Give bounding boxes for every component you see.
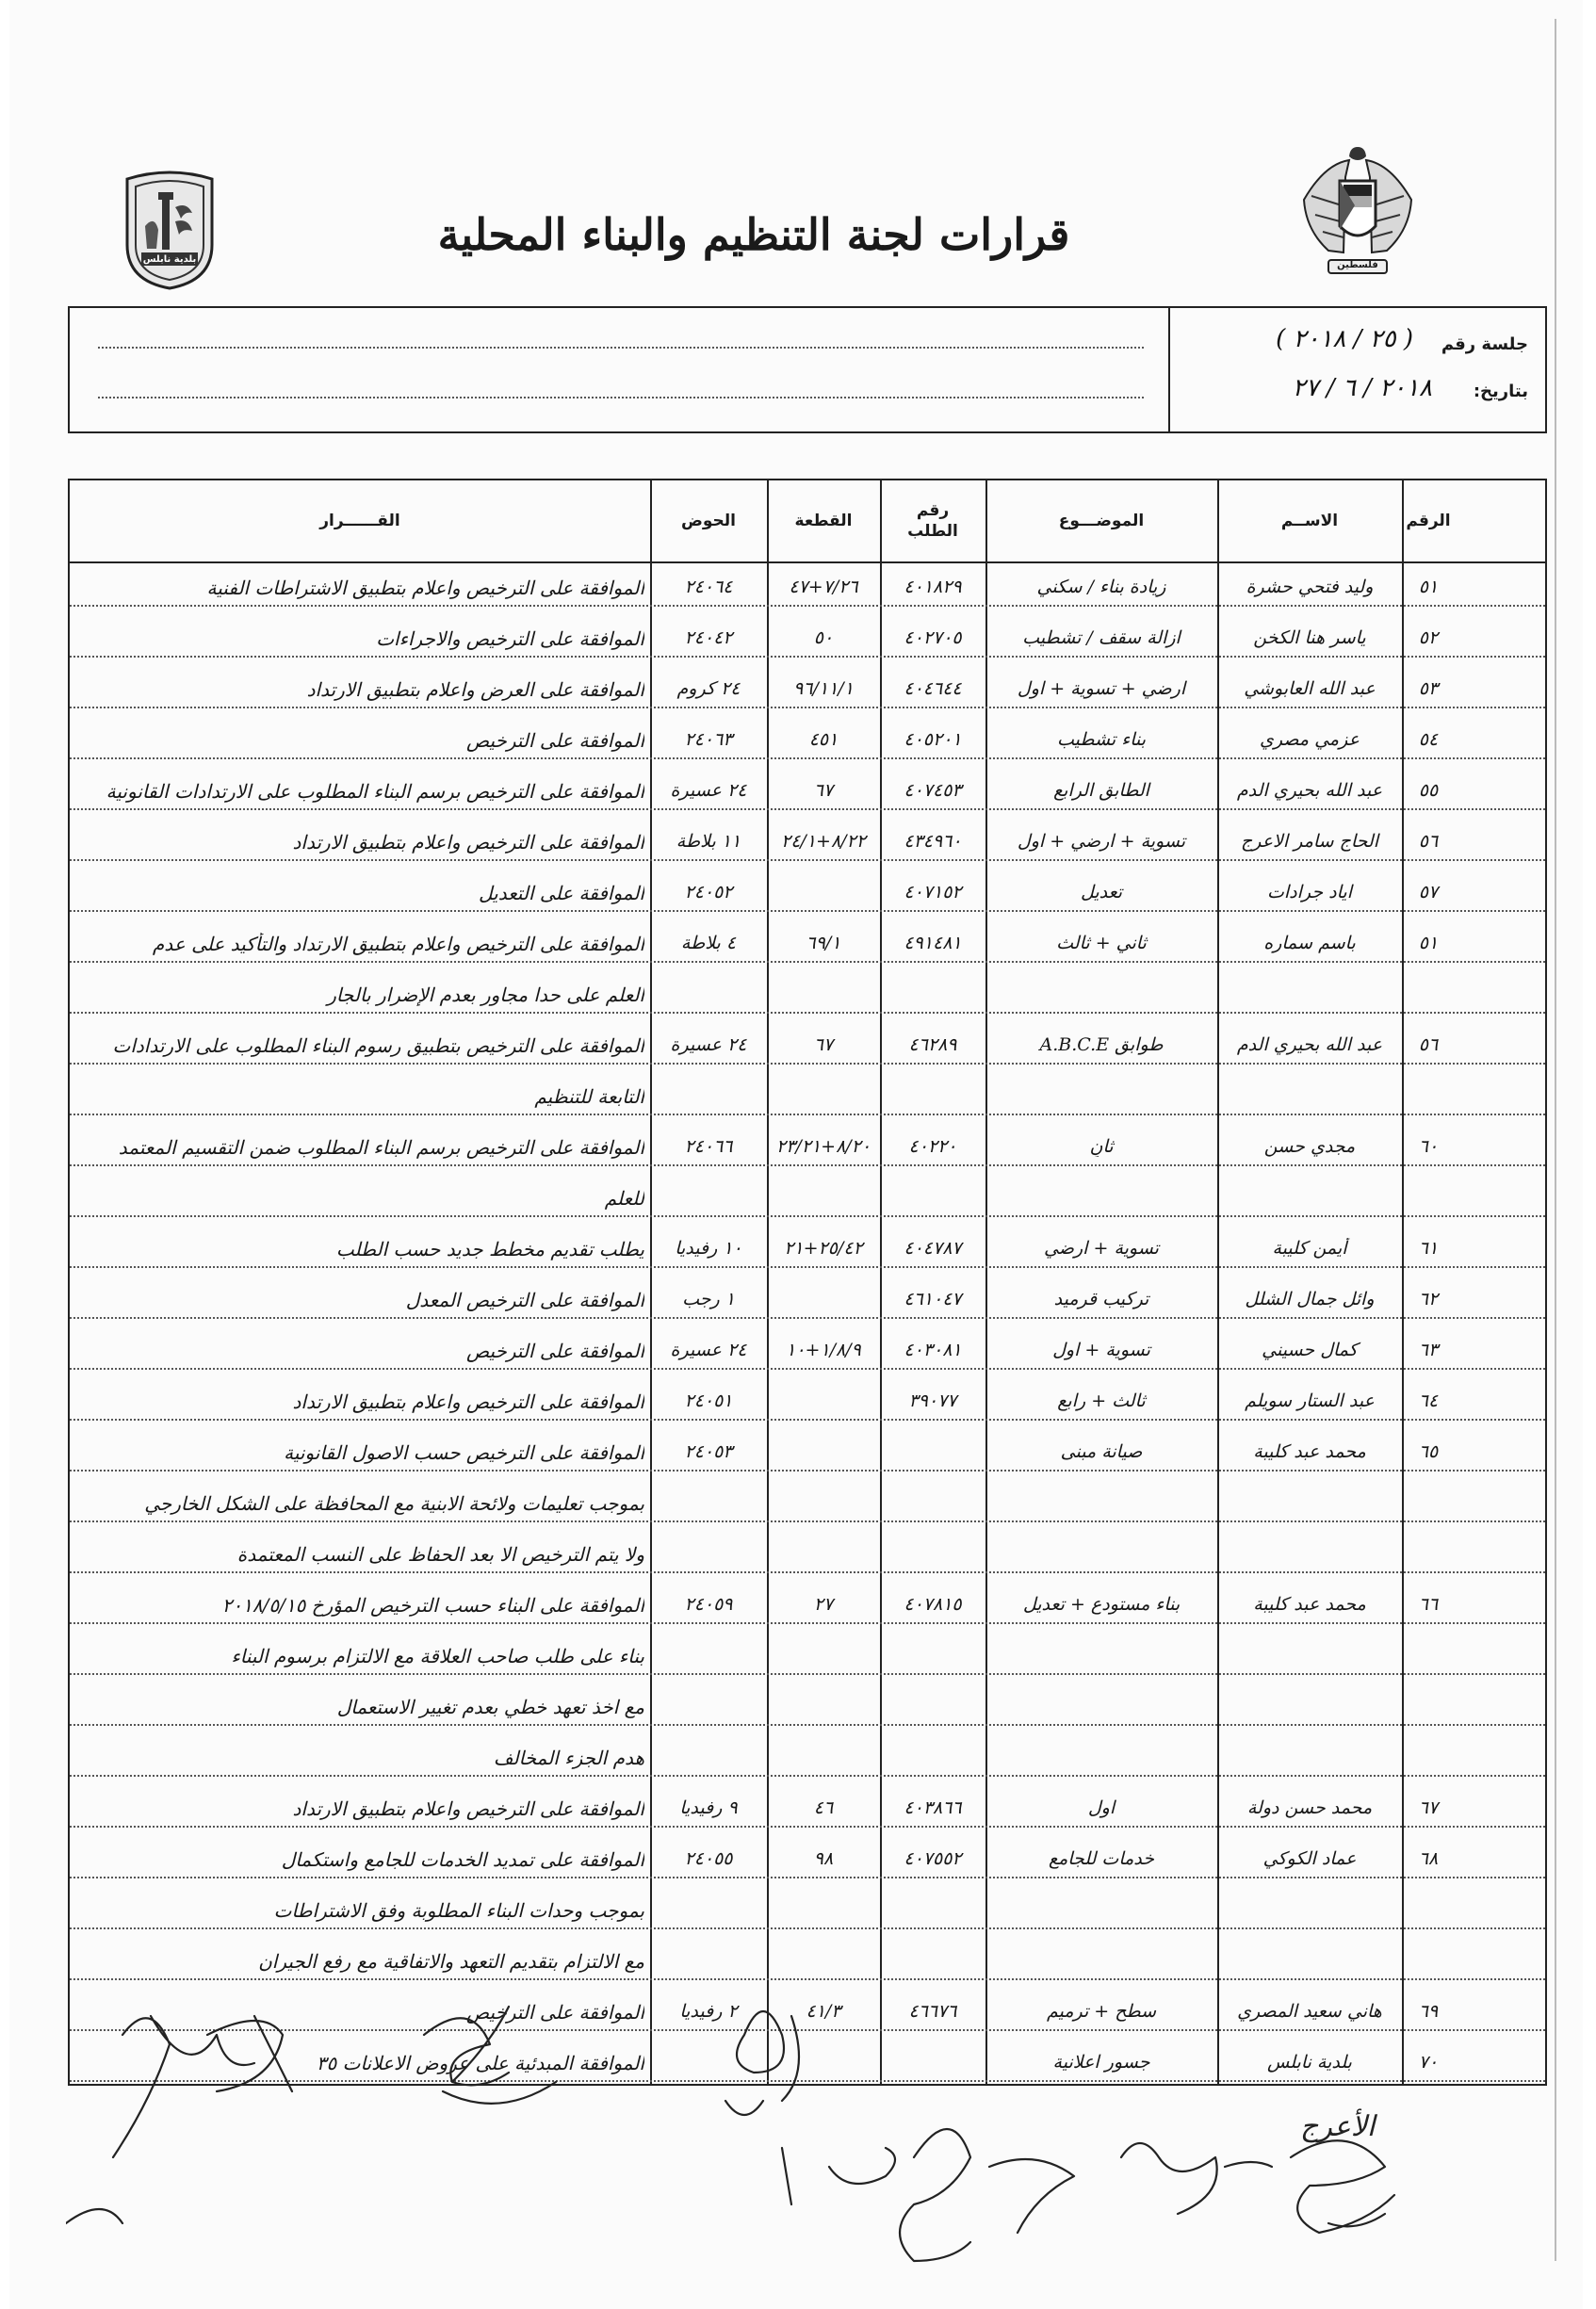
cell-decision: التابعة للتنظيم [534, 1085, 644, 1108]
cell-decision: بموجب تعليمات ولائحة الابنية مع المحافظة على الشكل الخارجي [144, 1492, 644, 1515]
cell-request-no: ٤٠٧٥٥٢ [904, 1848, 962, 1869]
cell-subject: تعديل [1080, 882, 1123, 902]
cell-decision: الموافقة على الترخيص [465, 1340, 644, 1362]
cell-request-no: ٤٠٥٢٠١ [904, 729, 962, 750]
cell-decision: العلم على حدا مجاور بعدم الإضرار بالجار [327, 984, 644, 1006]
cell-decision: الموافقة على الترخيص حسب الاصول القانونية [284, 1441, 644, 1464]
cell-decision: بناء على طلب صاحب العلاقة مع الالتزام برسوم البناء [231, 1645, 644, 1667]
cell-decision: بموجب وحدات البناء المطلوبة وفق الاشتراطات [273, 1899, 644, 1922]
cell-parcel: ٥٠ [813, 627, 834, 648]
cell-basin: ٢٤٠٥٥ [684, 1848, 733, 1869]
cell-basin: ٢٤٠٥٩ [684, 1594, 733, 1615]
cell-number: ٦٤ [1418, 1390, 1439, 1411]
signature-name-mark: الأعرج [1300, 2110, 1376, 2143]
page-edge-line [1555, 19, 1556, 2261]
cell-parcel: ٩٨ [813, 1848, 834, 1869]
table-column-divider [880, 480, 882, 2084]
header-basin: الحوض [681, 511, 736, 530]
header-request-no: رقم الطلب [907, 500, 958, 541]
cell-decision: الموافقة على الترخيص برسم البناء المطلوب على الارتدادات القانونية [106, 780, 644, 803]
row-dotted-line [70, 605, 1545, 607]
cell-decision: مع الالتزام بتقديم التعهد والاتفاقية مع رفع الجيران [258, 1950, 644, 1973]
cell-parcel: ٢٧ [813, 1594, 834, 1615]
signatures-area [66, 1978, 1479, 2299]
row-dotted-line [70, 1266, 1545, 1268]
cell-decision: الموافقة على العرض واعلام بتطبيق الارتداد [306, 678, 644, 701]
header-decision: القــــــرار [319, 511, 400, 530]
cell-request-no: ٤٩١٤٨١ [904, 933, 962, 953]
cell-name: هاني سعيد المصري [1237, 2001, 1382, 2022]
row-dotted-line [70, 808, 1545, 810]
cell-decision: الموافقة على الترخيص بتطبيق رسوم البناء المطلوب على الارتدادات [112, 1034, 644, 1057]
row-dotted-line [70, 1063, 1545, 1065]
table-column-divider [1217, 480, 1219, 2084]
cell-decision: الموافقة على الترخيص المعدل [405, 1289, 644, 1311]
cell-basin: ٢٤ عسيرة [670, 1034, 747, 1055]
row-dotted-line [70, 961, 1545, 963]
cell-name: عماد الكوكي [1262, 1848, 1357, 1869]
cell-name: مجدي حسن [1263, 1136, 1356, 1157]
cell-basin: ٢٤٠٦٤ [684, 577, 733, 597]
cell-name: الحاج سامر الاعرج [1240, 831, 1379, 852]
cell-basin: ٢ رفيديا [679, 2001, 738, 2022]
cell-number: ٥٤ [1418, 729, 1439, 750]
session-number-value: ( ٢٥ / ٢٠١٨ ) [1276, 325, 1413, 353]
cell-decision: الموافقة على الترخيص برسم البناء المطلوب ضمن التقسيم المعتمد [118, 1136, 644, 1159]
cell-parcel: ٨/٢٢+٢٤/١ [781, 831, 866, 852]
cell-name: عبد الله العابوشي [1244, 678, 1376, 699]
cell-decision: الموافقة على الترخيص واعلام بتطبيق الارتداد [292, 831, 644, 854]
cell-subject: ازالة سقف / تشطيب [1022, 627, 1181, 648]
cell-basin: ٢٤٠٦٣ [684, 729, 733, 750]
row-dotted-line [70, 656, 1545, 658]
cell-basin: ٢٤ عسيرة [670, 1340, 747, 1360]
cell-decision: الموافقة على الترخيص والاجراءات [376, 627, 644, 650]
cell-number: ٦٧ [1418, 1797, 1439, 1818]
cell-parcel: ٨/٢٠+٢٣/٢١ [775, 1136, 871, 1157]
session-box [68, 306, 1547, 433]
row-dotted-line [70, 859, 1545, 861]
cell-subject: صيانة مبنى [1060, 1441, 1143, 1462]
cell-number: ٥١ [1418, 577, 1439, 597]
row-dotted-line [70, 1775, 1545, 1777]
cell-decision: مع اخذ تعهد خطي بعدم تغيير الاستعمال [336, 1696, 644, 1718]
cell-parcel: ٦٧ [813, 780, 834, 801]
cell-name: محمد حسن دولة [1246, 1797, 1373, 1818]
table-column-divider [985, 480, 987, 2084]
cell-decision: الموافقة على الترخيص واعلام بتطبيق الارتداد [292, 1390, 644, 1413]
cell-request-no: ٤٣٤٩٦٠ [904, 831, 962, 852]
cell-decision: هدم الجزء المخالف [493, 1747, 644, 1769]
cell-number: ٦٢ [1418, 1289, 1439, 1309]
cell-name: باسم سماره [1263, 933, 1356, 953]
decisions-table [68, 479, 1547, 2086]
header-name: الاســم [1280, 511, 1339, 530]
cell-request-no: ٤٦٢٨٩ [908, 1034, 957, 1055]
cell-decision: يطلب تقديم مخطط جديد حسب الطلب [335, 1238, 644, 1260]
cell-subject: جسور اعلانية [1052, 2052, 1150, 2073]
row-dotted-line [70, 1012, 1545, 1014]
cell-request-no: ٤٠٤٧٨٧ [904, 1238, 962, 1259]
cell-decision: الموافقة على الترخيص واعلام بتطبيق الاشتراطات الفنية [206, 577, 644, 599]
cell-decision: الموافقة المبدئية على عروض الاعلانات ٣٥ [316, 2052, 644, 2074]
row-dotted-line [70, 1826, 1545, 1828]
cell-basin: ١ رجب [682, 1289, 735, 1309]
ministry-logo-text: فلسطين [1337, 260, 1378, 270]
row-dotted-line [70, 1419, 1545, 1421]
header-parcel: القطعة [794, 511, 853, 530]
cell-decision: الموافقة على الترخيص [465, 2001, 644, 2024]
cell-parcel: ١/٨/٩+١٠ [786, 1340, 861, 1360]
cell-request-no: ٤٠٧٤٥٣ [904, 780, 962, 801]
cell-parcel: ٤١/٣ [806, 2001, 841, 2022]
cell-basin: ١٠ رفيديا [675, 1238, 742, 1259]
cell-number: ٥٦ [1418, 831, 1439, 852]
cell-subject: طوابق A.B.C.E [1039, 1034, 1164, 1055]
cell-name: عزمي مصري [1260, 729, 1360, 750]
cell-request-no: ٤٦١٠٤٧ [904, 1289, 962, 1309]
cell-name: ياسر هنا الكخن [1253, 627, 1366, 648]
document-page [9, 0, 1583, 2309]
cell-number: ٥٥ [1418, 780, 1439, 801]
cell-basin: ٤ بلاطة [680, 933, 737, 953]
row-dotted-line [70, 1673, 1545, 1675]
cell-basin: ٢٤٠٤٢ [684, 627, 733, 648]
cell-parcel: ٤٦ [813, 1797, 834, 1818]
row-dotted-line [70, 1368, 1545, 1370]
cell-subject: ثانٍ [1089, 1136, 1114, 1157]
cell-parcel: ٦٧ [813, 1034, 834, 1055]
cell-name: وائل جمال الشلل [1245, 1289, 1375, 1309]
table-column-divider [1402, 480, 1404, 2084]
cell-decision: الموافقة على التعديل [479, 882, 644, 904]
cell-number: ٦٥ [1418, 1441, 1439, 1462]
cell-subject: ثاني + ثالث [1056, 933, 1147, 953]
cell-subject: تركيب قرميد [1053, 1289, 1149, 1309]
cell-decision: الموافقة على الترخيص واعلام بتطبيق الارتداد [292, 1797, 644, 1820]
cell-request-no: ٤٠٢٧٠٥ [904, 627, 962, 648]
cell-decision: ولا يتم الترخيص الا بعد الحفاظ على النسب المعتمدة [236, 1543, 644, 1566]
row-dotted-line [70, 1622, 1545, 1624]
cell-name: اياد جرادات [1267, 882, 1352, 902]
cell-request-no: ٤٦٦٧٦ [908, 2001, 957, 2022]
session-date-value: ٢٠١٨ / ٦ / ٢٧ [1292, 374, 1432, 402]
cell-decision: الموافقة على البناء حسب الترخيص المؤرخ ٢٠١٨/٥/١٥ [221, 1594, 644, 1617]
session-date-label: بتاريخ: [1473, 382, 1528, 401]
cell-number: ٦٣ [1418, 1340, 1439, 1360]
row-dotted-line [70, 1470, 1545, 1472]
cell-number: ٥٣ [1418, 678, 1439, 699]
cell-name: أيمن كليبة [1272, 1238, 1347, 1259]
row-dotted-line [70, 1571, 1545, 1573]
cell-request-no: ٤٠٣٨٦٦ [904, 1797, 962, 1818]
row-dotted-line [70, 1927, 1545, 1929]
cell-number: ٦٠ [1418, 1136, 1439, 1157]
cell-decision: الموافقة على الترخيص واعلام بتطبيق الارتداد والتأكيد على عدم [152, 933, 644, 955]
cell-request-no: ٤٠٢٢٠ [908, 1136, 957, 1157]
row-dotted-line [70, 1520, 1545, 1522]
eagle-emblem [1296, 139, 1419, 294]
table-header-line [70, 561, 1545, 563]
cell-parcel: ٤٥١ [808, 729, 839, 750]
row-dotted-line [70, 707, 1545, 708]
header-subject: الموضـــوع [1058, 511, 1145, 530]
cell-number: ٦٨ [1418, 1848, 1439, 1869]
cell-basin: ١١ بلاطة [676, 831, 741, 852]
page-title: قرارات لجنة التنظيم والبناء المحلية [437, 209, 1070, 260]
cell-basin: ٩ رفيديا [679, 1797, 738, 1818]
session-notes-line [98, 346, 1144, 349]
cell-name: محمد عبد كليبة [1253, 1441, 1366, 1462]
cell-subject: بناء تشطيب [1057, 729, 1146, 750]
cell-request-no: ٣٩٠٧٧ [908, 1390, 957, 1411]
table-column-divider [767, 480, 769, 2084]
cell-subject: سطح + ترميم [1046, 2001, 1157, 2022]
table-column-divider [650, 480, 652, 2084]
cell-number: ٥١ [1418, 933, 1439, 953]
cell-number: ٦٦ [1418, 1594, 1439, 1615]
cell-name: عبد الله بحيري الدم [1236, 780, 1383, 801]
municipality-logo-text: بلدية نابلس [142, 254, 197, 265]
cell-parcel: ٩٦/١١/١ [793, 678, 854, 699]
cell-subject: خدمات للجامع [1048, 1848, 1155, 1869]
cell-basin: ٢٤ عسيرة [670, 780, 747, 801]
cell-request-no: ٤٠٧١٥٢ [904, 882, 962, 902]
cell-subject: تسوية + ارضي [1044, 1238, 1159, 1259]
cell-parcel: ٦٩/١ [806, 933, 841, 953]
cell-basin: ٢٤٠٥٣ [684, 1441, 733, 1462]
cell-subject: ثالث + رابع [1057, 1390, 1146, 1411]
row-dotted-line [70, 1317, 1545, 1319]
cell-number: ٦١ [1418, 1238, 1439, 1259]
row-dotted-line [70, 757, 1545, 759]
header-number: الرقم [1406, 511, 1451, 530]
cell-subject: بناء مستودع + تعديل [1022, 1594, 1181, 1615]
cell-name: عبد الله بحيري الدم [1236, 1034, 1383, 1055]
cell-decision: الموافقة على الترخيص [465, 729, 644, 752]
cell-request-no: ٤٠١٨٢٩ [904, 577, 962, 597]
cell-request-no: ٤٠٣٠٨١ [904, 1340, 962, 1360]
cell-basin: ٢٤ كروم [676, 678, 741, 699]
row-dotted-line [70, 910, 1545, 912]
row-dotted-line [70, 1164, 1545, 1166]
cell-name: كمال حسيني [1262, 1340, 1358, 1360]
cell-basin: ٢٤٠٥١ [684, 1390, 733, 1411]
cell-request-no: ٤٠٤٦٤٤ [904, 678, 962, 699]
cell-number: ٧٠ [1418, 2052, 1439, 2073]
cell-subject: اول [1087, 1797, 1116, 1818]
cell-subject: تسوية + اول [1052, 1340, 1150, 1360]
cell-number: ٥٢ [1418, 627, 1439, 648]
row-dotted-line [70, 1724, 1545, 1726]
cell-name: محمد عبد كليبة [1253, 1594, 1366, 1615]
cell-number: ٥٦ [1418, 1034, 1439, 1055]
cell-basin: ٢٤٠٥٢ [684, 882, 733, 902]
cell-request-no: ٤٠٧٨١٥ [904, 1594, 962, 1615]
cell-name: بلدية نابلس [1267, 2052, 1352, 2073]
cell-decision: للعلم [604, 1187, 644, 1210]
session-box-divider [1168, 308, 1170, 431]
session-notes-line [98, 396, 1144, 398]
cell-subject: زيادة بناء / سكني [1036, 577, 1166, 597]
cell-subject: الطابق الرابع [1053, 780, 1149, 801]
cell-parcel: ٧/٢٦+٤٧ [789, 577, 858, 597]
municipality-logo [113, 170, 226, 296]
cell-subject: ارضي + تسوية + اول [1017, 678, 1186, 699]
cell-name: وليد فتحي حشرة [1246, 577, 1374, 597]
session-number-label: جلسة رقم [1441, 334, 1528, 354]
cell-number: ٦٩ [1418, 2001, 1439, 2022]
row-dotted-line [70, 1215, 1545, 1217]
cell-basin: ٢٤٠٦٦ [684, 1136, 733, 1157]
cell-subject: تسوية + ارضي + اول [1017, 831, 1186, 852]
cell-decision: الموافقة على تمديد الخدمات للجامع واستكمال [281, 1848, 644, 1871]
row-dotted-line [70, 1114, 1545, 1115]
cell-parcel: ٢٥/٤٢+٢١ [784, 1238, 863, 1259]
row-dotted-line [70, 1877, 1545, 1878]
cell-number: ٥٧ [1418, 882, 1439, 902]
cell-name: عبد الستار سويلم [1245, 1390, 1375, 1411]
